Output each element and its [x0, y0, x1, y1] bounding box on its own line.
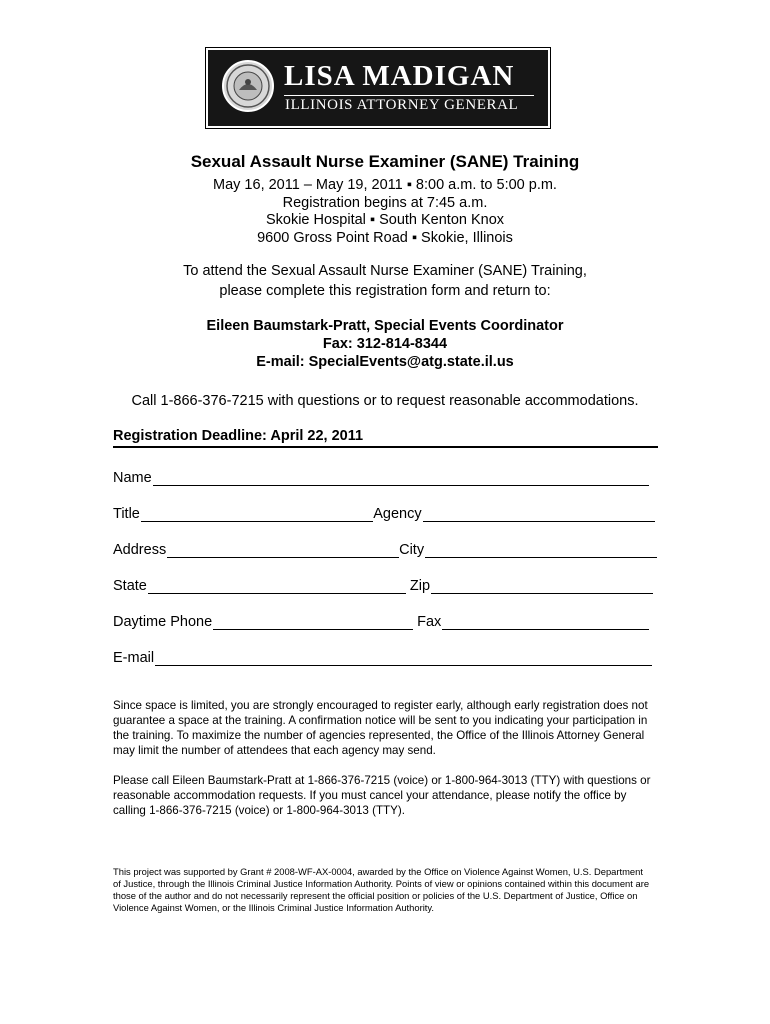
zip-label: Zip [409, 578, 431, 594]
daytime-phone-label: Daytime Phone [113, 614, 213, 630]
attorney-general-logo [208, 50, 548, 126]
name-field-row [113, 466, 649, 486]
title-agency-row [113, 502, 655, 522]
page-title: Sexual Assault Nurse Examiner (SANE) Training [190, 152, 580, 171]
logo-divider [284, 95, 534, 96]
fax-label: Fax [417, 614, 442, 630]
event-address: 9600 Gross Point Road ▪ Skokie, Illinois [257, 230, 513, 246]
city-input[interactable] [425, 541, 657, 558]
address-label: Address [113, 542, 167, 558]
state-input[interactable] [148, 577, 406, 594]
email-field-row [113, 646, 652, 666]
state-label: State [113, 578, 147, 594]
accommodation-paragraph: Please call Eileen Baumstark-Pratt at 1-866-376-7215 (voice) or 1-800-964-3013 (TTY) with questions or reasonable accommodation requests. If you must cancel your attendance, please notify the office by calling 1-866-376-7215 (voice) or 1-800-964-3013 (TTY). [113, 774, 651, 817]
deadline-divider [113, 446, 658, 448]
email-input[interactable] [155, 649, 652, 666]
contact-name: Eileen Baumstark-Pratt, Special Events Coordinator [206, 318, 564, 334]
address-city-row [113, 538, 657, 558]
email-label: E-mail [113, 650, 155, 666]
city-label: City [399, 542, 425, 558]
title-label: Title [113, 506, 140, 522]
contact-fax: Fax: 312-814-8344 [322, 336, 448, 352]
state-seal-icon [222, 60, 274, 112]
grant-footnote: This project was supported by Grant # 2008-WF-AX-0004, awarded by the Office on Violence Against Women, U.S. Department of Justice, through the Illinois Criminal Justice Information Authority. Points of view or opinions contained within this document are those of the author and do not necessarily represent the official position or policies of the U.S. Department of Justice, Office on Violence Against Women, or the Illinois Criminal Justice Information Authority. [113, 866, 650, 913]
name-label: Name [113, 470, 152, 486]
instructions-line-2: please complete this registration form and return to: [219, 283, 551, 299]
logo-subtitle: ILLINOIS ATTORNEY GENERAL [285, 97, 519, 113]
logo-name: LISA MADIGAN [284, 60, 515, 92]
agency-input[interactable] [423, 505, 655, 522]
call-line: Call 1-866-376-7215 with questions or to request reasonable accommodations. [131, 393, 639, 409]
title-input[interactable] [141, 505, 373, 522]
address-input[interactable] [167, 541, 399, 558]
name-input[interactable] [153, 469, 649, 486]
state-zip-row [113, 574, 653, 594]
registration-deadline: Registration Deadline: April 22, 2011 [113, 428, 364, 444]
phone-fax-row [113, 610, 649, 630]
registration-start: Registration begins at 7:45 a.m. [282, 195, 488, 211]
instructions-line-1: To attend the Sexual Assault Nurse Examiner (SANE) Training, [183, 263, 587, 279]
agency-label: Agency [373, 506, 422, 522]
event-dates: May 16, 2011 – May 19, 2011 ▪ 8:00 a.m. to 5:00 p.m. [213, 177, 557, 193]
space-notice-paragraph: Since space is limited, you are strongly encouraged to register early, although early registration does not guarantee a space at the training. A confirmation notice will be sent to you indicating your participation in the training. To maximize the number of agencies represented, the Office of the Illinois Attorney General may limit the number of attendees that each agency may send. [113, 699, 648, 757]
daytime-phone-input[interactable] [213, 613, 413, 630]
contact-email: E-mail: SpecialEvents@atg.state.il.us [256, 354, 514, 370]
zip-input[interactable] [431, 577, 653, 594]
fax-input[interactable] [442, 613, 649, 630]
event-venue: Skokie Hospital ▪ South Kenton Knox [265, 212, 505, 228]
